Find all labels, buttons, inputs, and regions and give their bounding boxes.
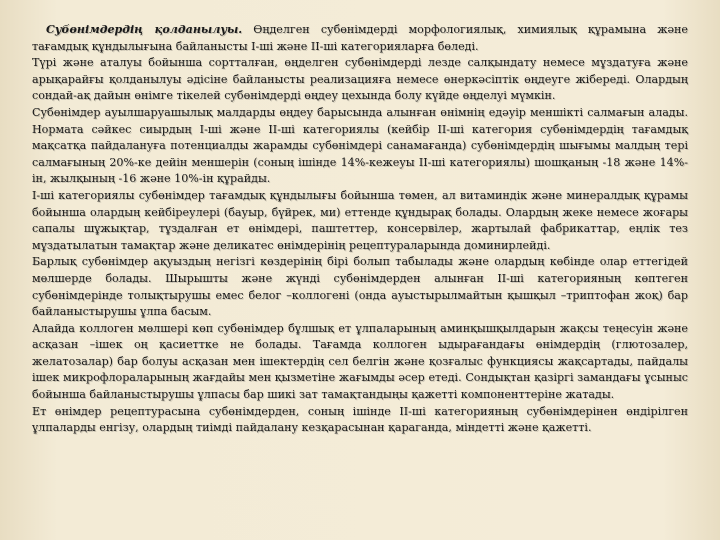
document-body: [32, 22, 688, 437]
paragraph-text: Барлық субөнімдер ақуыздың негізгі көздерінің бірі болып табылады және олардың көбінде олар еттегідей мөлшерде болады. Шырышты және жүнді субөнімдерден алынған II-ші категорияның көптеген субөнімдерінде толықтырушы емес белог –коллогені (онда ауыстырылмайтын қышқыл –триптофан жоқ) бар байланыстырушы ұлпа басым.: [32, 255, 688, 319]
paragraph-text: Түрі және аталуы бойынша сортталған, өңделген субөнімдерді лезде салқындату немесе мұздатуға және арықарайғы қолданылуы әдісіне байланысты реализацияға немесе өнеркәсіптік өңдеуге жібереді. Олардың сондай-ақ дайын өнімге тікелей субөнімдерді өңдеу цехында болу күйде өңделуі мүмкін.: [32, 56, 688, 103]
paragraph-intro: [32, 22, 688, 55]
paragraph-protein: [32, 254, 688, 320]
section-lead: Субөнімдердің қолданылуы.: [46, 23, 243, 36]
paragraph-conclusion: [32, 404, 688, 437]
paragraph-sorting: [32, 55, 688, 105]
paragraph-category-one: [32, 188, 688, 254]
paragraph-text: Өңделген субөнімдерді морфологиялық, химиялық құрамына және тағамдық құндылығына байланысты I-ші және II-ші категорияларға бөледі.: [32, 23, 688, 53]
paragraph-text: I-ші категориялы субөнімдер тағамдық құндылығы бойынша төмен, ал витаминдік және минералдық құрамы бойынша олардың кейбірeулері (бауыр, бүйрек, ми) еттенде құндырақ болады. Олардың жеке немесе жоғары сапалы шұжықтар, тұздалған ет өнімдері, паштеттер, консервілер, жартылай фабрикаттар, еңлік тез мұздатылатын тамақтар және деликатес өнімдерінің рецептураларында доминирлейді.: [32, 188, 688, 252]
paragraph-text: Алайда коллоген мөлшері көп субөнімдер бұлшық ет ұлпаларының аминқышқылдарын жақсы теңесуін және асқазан –ішек оң қасиеттке не болады. Тағамда коллоген ыдырағандағы өнімдердің (глютозалер, желатозалар) бар болуы асқазан мен ішектердің сел белгін және қозғалыс функциясы жақсартады, пайдалы ішек микрофлораларының жағдайы мен қызметіне жағымды әсер етеді. Сондықтан қазіргі замандағы ұсыныс бойынша байланыстырушы ұлпасы бар шикі зат тамақтандыңы қажетті компоненттеріне жатады.: [32, 321, 688, 402]
paragraph-text: Субөнімдер ауылшаруашылық малдарды өңдеу барысында алынған өнімнің едәуір меншікті салмағын алады. Нормата сәйкес сиырдың I-ші және II-ші категориялы (кейбір II-ші категория субөнімдердің тағамдық мақсатқа пайдалануға потенциалды жарамды субөнімдері санамағанда) субөнімдердің шығымы малдың тері салмағының 20%-ке дейін меншерін (соның ішінде 14%-кежеуы II-ші категориялы) шошқаның -18 және 14%-ін, жылқының -16 және 10%-ін құрайды.: [32, 105, 688, 186]
paragraph-collagen: [32, 321, 688, 404]
paragraph-yield: [32, 105, 688, 188]
paragraph-text: Ет өнімдер рецептурасына субөнімдерден, соның ішінде II-ші категорияның субөнімдерінен өндірілген ұлпаларды енгізу, олардың тиімді пайдалану кезқарасынан қараганда, міндетті және қажетті.: [32, 404, 688, 435]
